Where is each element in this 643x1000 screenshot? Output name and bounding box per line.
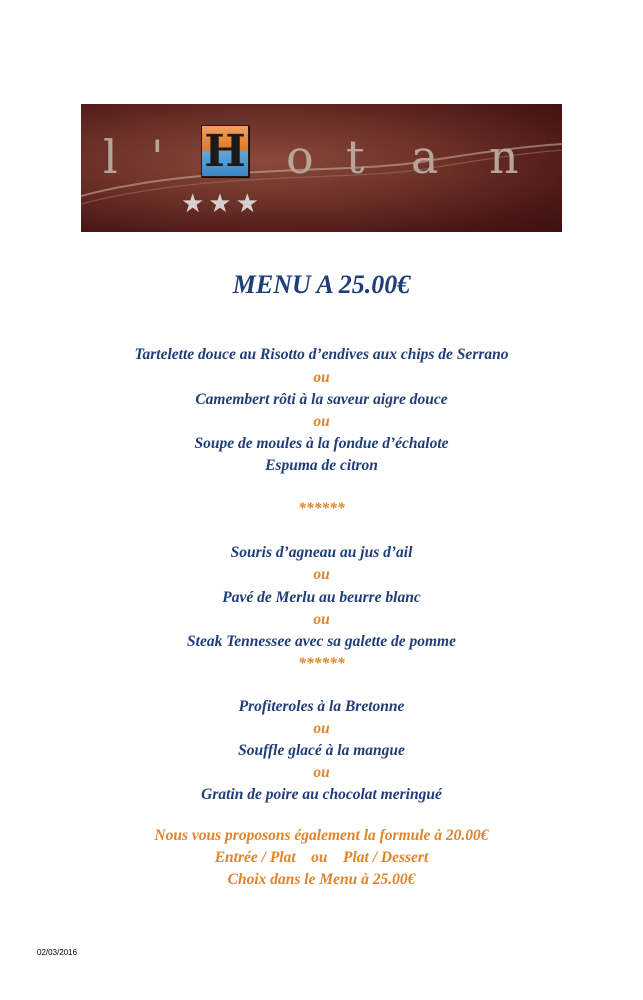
logo-letter: l (103, 130, 118, 184)
star-icons: ★★★ (181, 189, 263, 219)
entree-item: Camembert rôti à la saveur aigre douce (195, 391, 448, 408)
or-separator: ou (313, 764, 330, 781)
menu-title: MENU A 25.00€ (232, 270, 411, 299)
formule-line: Entrée / Plat ou Plat / Dessert (214, 849, 429, 866)
course-separator: ****** (298, 655, 345, 672)
dessert-item: Gratin de poire au chocolat meringué (201, 786, 442, 803)
logo-letter: n (489, 130, 519, 184)
plat-item: Souris d’agneau au jus d’ail (230, 544, 413, 561)
or-separator: ou (313, 720, 330, 737)
plat-item: Pavé de Merlu au beurre blanc (222, 589, 421, 606)
plat-item: Steak Tennessee avec sa galette de pomme (187, 633, 456, 650)
formule-line: Nous vous proposons également la formule à 20.00€ (154, 827, 489, 844)
entree-item: Soupe de moules à la fondue d’échalote (194, 435, 449, 452)
print-date: 02/03/2016 (37, 948, 78, 957)
hotel-logo (81, 104, 562, 232)
or-separator: ou (313, 566, 330, 583)
logo-h-box (201, 125, 249, 177)
logo-letter: o (286, 130, 314, 184)
entree-item: Tartelette douce au Risotto d’endives aux chips de Serrano (134, 346, 509, 363)
dessert-item: Souffle glacé à la mangue (238, 742, 405, 759)
logo-letter: t (346, 130, 365, 184)
logo-letter: ' (151, 130, 164, 184)
formule-line: Choix dans le Menu à 25.00€ (227, 871, 416, 888)
or-separator: ou (313, 369, 330, 386)
logo-letter: a (411, 130, 439, 184)
entree-item-detail: Espuma de citron (265, 457, 378, 474)
or-separator: ou (313, 611, 330, 628)
course-separator: ****** (298, 500, 345, 517)
or-separator: ou (313, 413, 330, 430)
logo-h-letter: H (204, 126, 246, 177)
dessert-item: Profiteroles à la Bretonne (238, 698, 405, 715)
